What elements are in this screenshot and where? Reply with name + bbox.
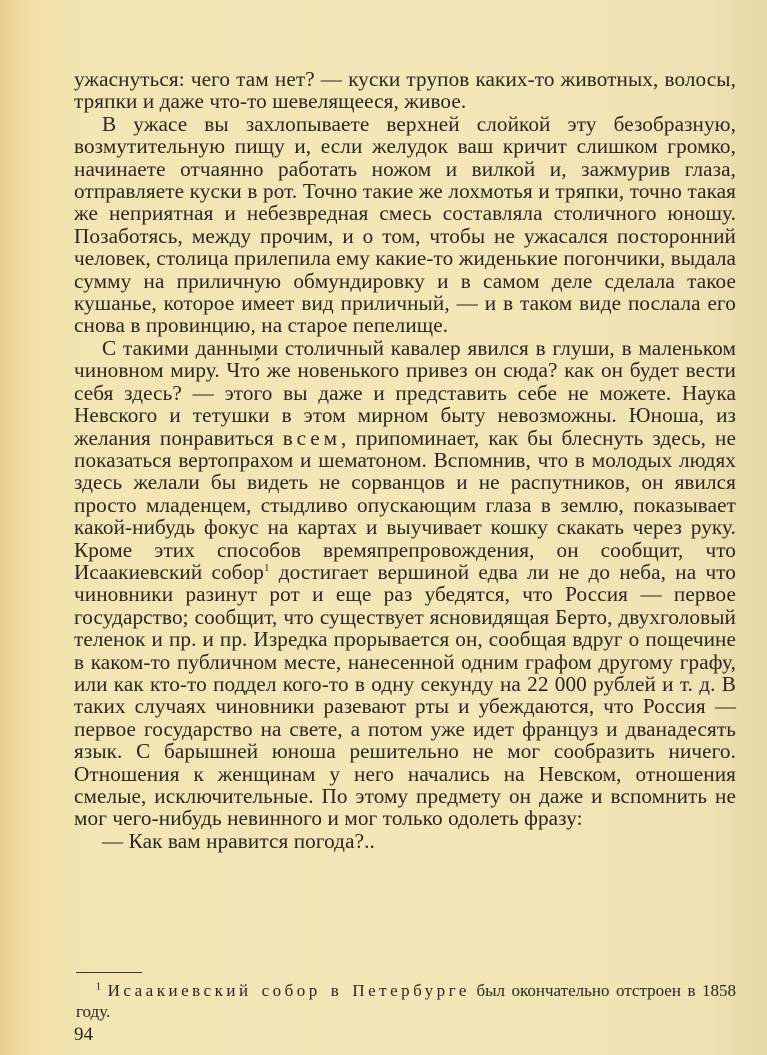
footnote-text: был окончательно отстроен в 1858 году.	[76, 981, 737, 1021]
footnote-emphasis: Исаакиевский собор в Петербурге	[107, 981, 470, 1000]
paragraph	[74, 337, 736, 830]
emphasized-word: всем	[282, 425, 342, 450]
paragraph: В ужасе вы захлопываете верхней слойкой эту безобразную, возмутительную пищу и, если желудок ваш кричит слишком громко, начинаете отчаянно работать ножом и вилкой и, зажмурив глаза, отправляете куски в рот. Точно такие же лохмотья и тряпки, точно такая же неприятная и небезвредная смесь составляла столичного юношу. Позаботясь, между прочим, и о том, чтобы не ужасался посторонний человек, столица прилепила ему какие-то жиденькие погончики, выдала сумму на приличную обмундировку и в самом деле сделала такое кушанье, которое имеет вид приличный, — и в таком виде послала его снова в провинцию, на старое пепелище.	[74, 111, 736, 338]
footnote-reference[interactable]: 1	[263, 561, 270, 574]
page-number: 94	[74, 1024, 93, 1045]
paragraph-text: , припоминает, как бы блеснуть здесь, не показаться вертопрахом и шематоном. Вспомнив, что в молодых людях здесь желали бы видеть не сорванцов и не распутников, он явился просто младенцем, стыдливо опускающим глаза в землю, показывает какой-нибудь фокус на картах и выучивает кошку скакать через руку. Кроме этих способов времяпрепровождения, он сообщит, что Исаакиевский собор	[74, 425, 736, 584]
footnote-marker: 1	[95, 980, 102, 993]
paragraph-text: достигает вершиной едва ли не до неба, на что чиновники разинут рот и еще раз убедятся, что Россия — первое государство; сообщит, что существует ясновидящая Берто, двухголовый теленок и пр. и пр. Изредка прорывается он, сообщая вдруг о пощечине в каком-то публичном месте, нанесенной одним графом другому графу, или как кто-то поддел кого-то в одну секунду на 22 000 рублей и т. д. В таких случаях чиновники разевают рты и убеждаются, что Россия — первое государство на свете, а потом уже идет француз и дванадесять язык. С барышней юноша решительно не мог сообразить ничего. Отношения к женщинам у него начались на Невском, отношения смелые, исключительные. По этому предмету он даже и вспомнить не мог чего-нибудь невинного и мог только одолеть фразу:	[74, 559, 736, 831]
footnote-separator	[76, 972, 142, 973]
book-page	[74, 68, 736, 852]
paragraph-text: С такими данными столичный кавалер явился в глуши, в маленьком чиновном миру. Что́ же новенького привез он сюда? как он будет вести себя здесь? — этого вы даже и представить себе не можете. Наука Невского и тетушки в этом мирном быту невозможны. Юноша, из желания понравиться	[74, 335, 736, 450]
paragraph-continuation: ужаснуться: чего там нет? — куски трупов каких-то животных, волосы, тряпки и даже что-то шевелящееся, живое.	[74, 67, 736, 114]
dialogue-line: — Как вам нравится погода?..	[102, 828, 375, 853]
footnote	[76, 980, 736, 1022]
body-text	[74, 68, 736, 852]
